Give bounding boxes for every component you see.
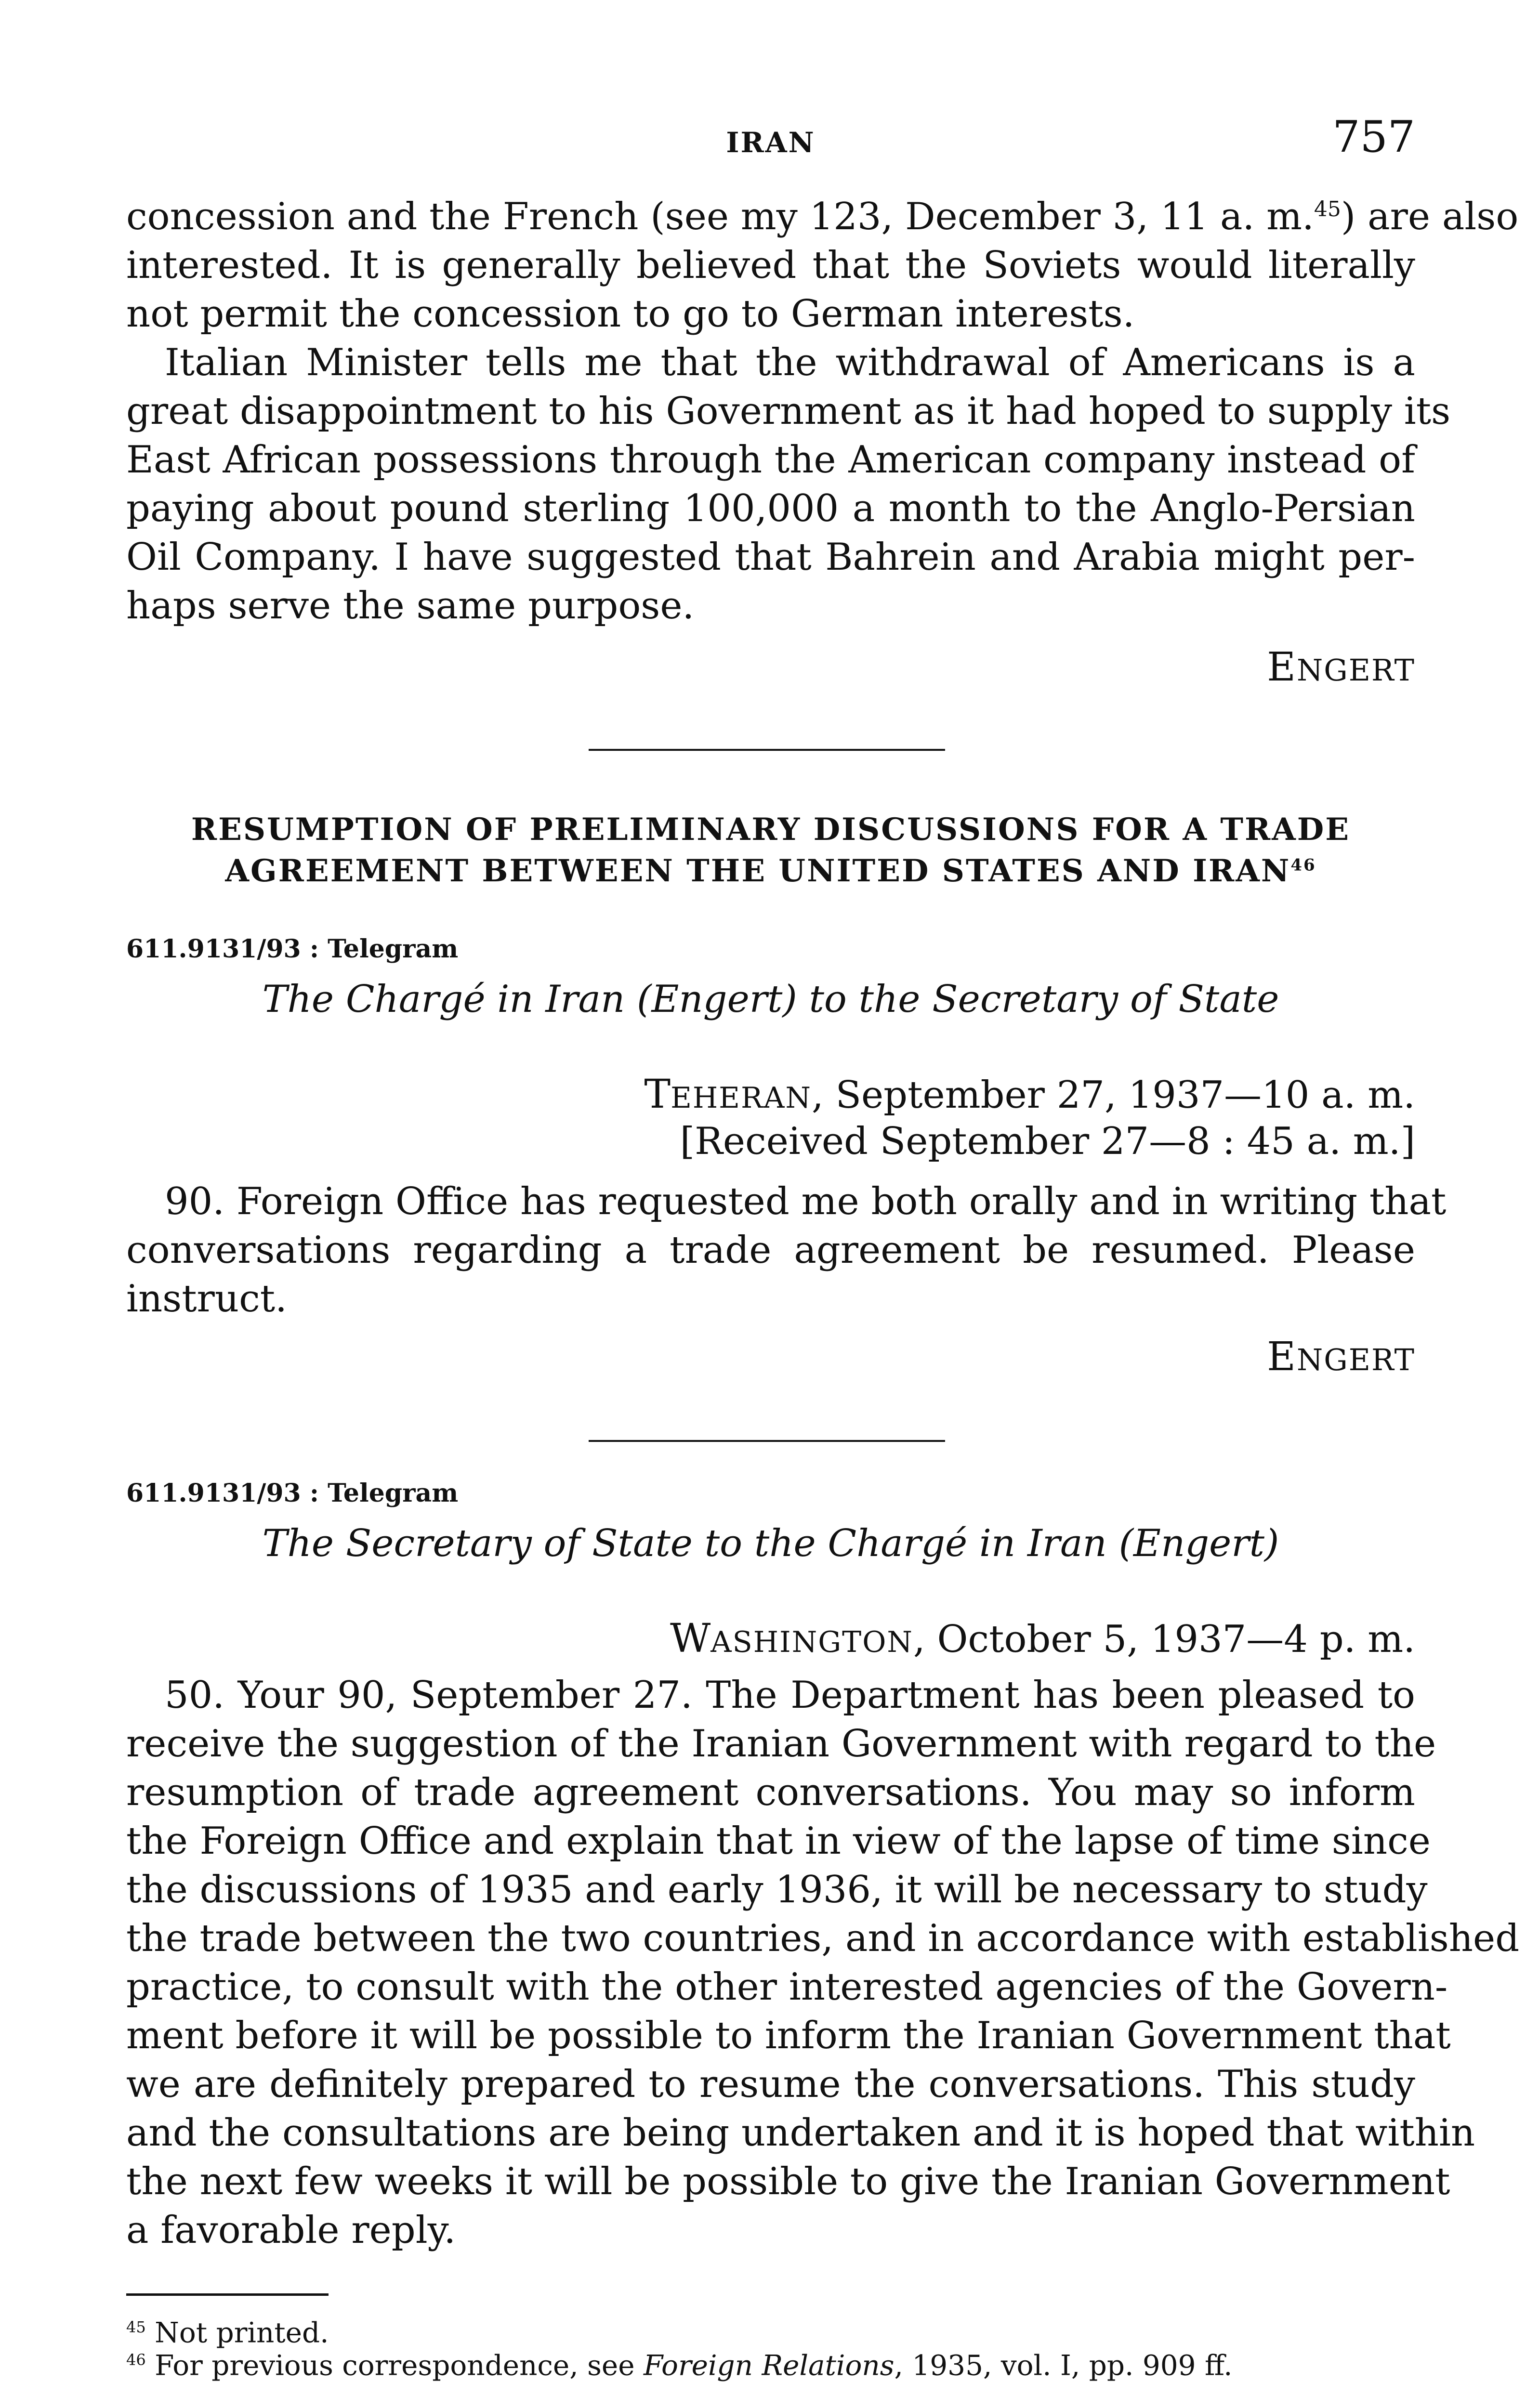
running-title: IRAN bbox=[726, 126, 816, 159]
text-line: Italian Minister tells me that the withdrawal of Americans is a bbox=[165, 341, 1415, 384]
received-line: [Received September 27—8 : 45 a. m.] bbox=[680, 1120, 1415, 1163]
text-line: haps serve the same purpose. bbox=[126, 584, 695, 628]
file-reference: 611.9131/93 : Telegram bbox=[126, 1479, 459, 1508]
text-line: resumption of trade agreement conversations. You may so inform bbox=[126, 1771, 1415, 1814]
text-line: paying about pound sterling 100,000 a month to the Anglo-Persian bbox=[126, 487, 1415, 530]
text-line: 90. Foreign Office has requested me both orally and in writing that bbox=[165, 1180, 1447, 1223]
text-line: practice, to consult with the other interested agencies of the Govern- bbox=[126, 1965, 1448, 2009]
text-line: ment before it will be possible to inform the Iranian Government that bbox=[126, 2014, 1451, 2057]
text-line: the discussions of 1935 and early 1936, it will be necessary to study bbox=[126, 1868, 1428, 1911]
text-line: the trade between the two countries, and in accordance with established bbox=[126, 1917, 1520, 1960]
footnote-45: $^{45}$ Not printed. bbox=[126, 2316, 329, 2349]
document-title: The Chargé in Iran (Engert) to the Secretary of State bbox=[262, 978, 1279, 1021]
dateline: TEHERAN, September 27, 1937—10 a. m. bbox=[644, 1072, 1415, 1117]
text-line: we are definitely prepared to resume the conversations. This study bbox=[126, 2063, 1415, 2106]
text-line: 50. Your 90, September 27. The Department has been pleased to bbox=[165, 1674, 1415, 1717]
text-line: East African possessions through the American company instead of bbox=[126, 438, 1415, 482]
text-line: concession and the French (see my 123, December 3, 11 a. m.$^{45}$) are also bbox=[126, 195, 1519, 238]
document-title: The Secretary of State to the Chargé in Iran (Engert) bbox=[262, 1522, 1279, 1565]
text-line: conversations regarding a trade agreement be resumed. Please bbox=[126, 1229, 1415, 1272]
text-line: interested. It is generally believed that the Soviets would literally bbox=[126, 244, 1415, 287]
footnote-46: $^{46}$ For previous correspondence, see Foreign Relations, 1935, vol. I, pp. 909 ff. bbox=[126, 2349, 1233, 2382]
text-line: receive the suggestion of the Iranian Government with regard to the bbox=[126, 1722, 1436, 1766]
footnote-ref-45: 45 bbox=[1314, 197, 1341, 222]
paragraph-telegram-90 bbox=[126, 1178, 1447, 1323]
footnote-divider bbox=[126, 2293, 329, 2296]
dateline: WASHINGTON, October 5, 1937—4 p. m. bbox=[670, 1616, 1415, 1662]
footnote-ref-46: 46 bbox=[1290, 855, 1316, 875]
text-line: instruct. bbox=[126, 1277, 287, 1321]
document-page bbox=[126, 0, 1520, 2408]
text-line: not permit the concession to go to German interests. bbox=[126, 292, 1135, 336]
section-divider bbox=[589, 1440, 945, 1442]
text-line: the Foreign Office and explain that in view of the lapse of time since bbox=[126, 1819, 1431, 1863]
text-line: great disappointment to his Government as it had hoped to supply its bbox=[126, 390, 1451, 433]
text-line: Oil Company. I have suggested that Bahrein and Arabia might per- bbox=[126, 536, 1415, 579]
text-line: and the consultations are being undertaken and it is hoped that within bbox=[126, 2111, 1475, 2155]
heading-line-2: AGREEMENT BETWEEN THE UNITED STATES AND IRAN$^{46}$ bbox=[225, 853, 1316, 889]
paragraph-continuation bbox=[126, 193, 1519, 339]
heading-line-1: RESUMPTION OF PRELIMINARY DISCUSSIONS FOR A TRADE bbox=[191, 811, 1351, 848]
signature-engert: ENGERT bbox=[1267, 1334, 1415, 1380]
page-number: 757 bbox=[1332, 112, 1415, 162]
paragraph-italian-minister bbox=[126, 339, 1451, 630]
text-line: the next few weeks it will be possible to give the Iranian Government bbox=[126, 2160, 1450, 2203]
paragraph-telegram-50 bbox=[126, 1671, 1520, 2255]
section-divider bbox=[589, 749, 945, 751]
file-reference: 611.9131/93 : Telegram bbox=[126, 934, 459, 964]
text-line: a favorable reply. bbox=[126, 2209, 456, 2252]
footnote-46-title: Foreign Relations bbox=[643, 2349, 895, 2382]
section-heading bbox=[126, 809, 1415, 892]
signature-engert: ENGERT bbox=[1267, 644, 1415, 690]
